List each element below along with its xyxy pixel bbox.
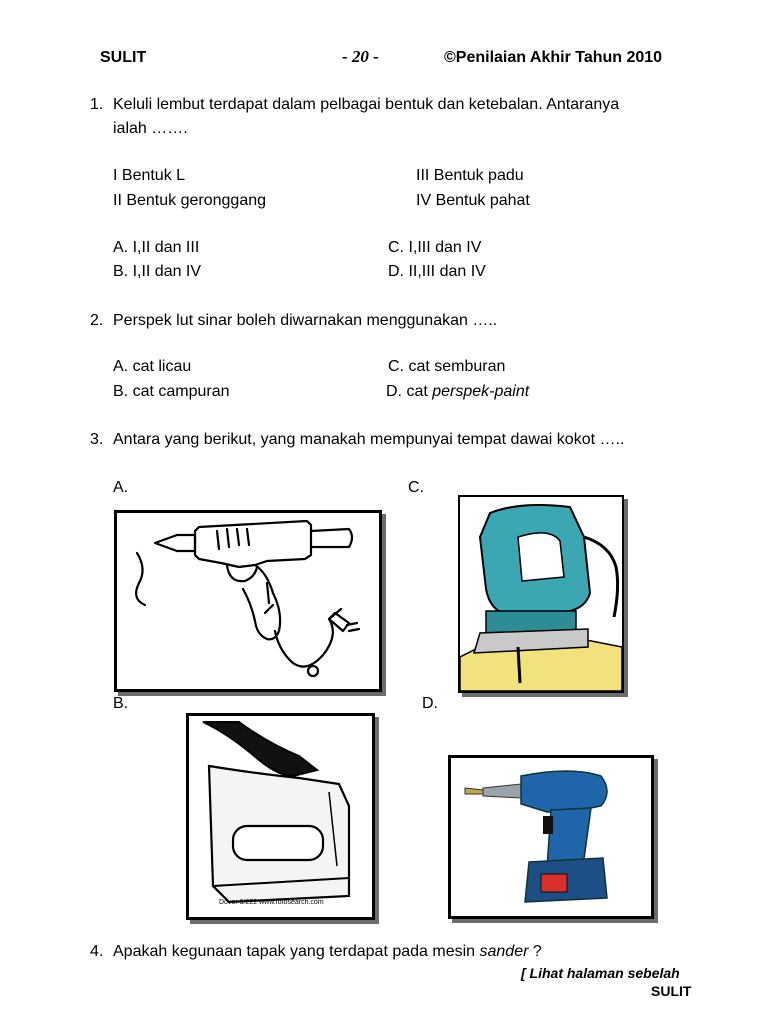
option-d-italic: perspek-paint <box>432 383 530 400</box>
option-d[interactable]: D. II,III dan IV <box>388 263 486 280</box>
staple-gun-icon <box>189 716 372 917</box>
option-d-label[interactable]: D. <box>422 695 438 712</box>
option-d-image[interactable] <box>448 755 654 919</box>
item-iv: IV Bentuk pahat <box>416 192 530 209</box>
question-text: Keluli lembut terdapat dalam pelbagai bentuk dan ketebalan. Antaranya <box>113 96 620 113</box>
option-a-image[interactable] <box>114 510 382 692</box>
option-c-label[interactable]: C. <box>408 479 424 496</box>
item-i: I Bentuk L <box>113 167 186 184</box>
question-text: Perspek lut sinar boleh diwarnakan menggunakan ….. <box>113 312 498 329</box>
option-a-label[interactable]: A. <box>113 479 129 496</box>
item-iii: III Bentuk padu <box>416 167 524 184</box>
question-text: ialah ……. <box>113 120 188 137</box>
question-number: 2. <box>90 312 104 329</box>
option-a[interactable]: A. cat licau <box>113 358 192 375</box>
header-copyright: ©Penilaian Akhir Tahun 2010 <box>444 49 663 66</box>
option-b[interactable]: B. I,II dan IV <box>113 263 202 280</box>
option-d-prefix: D. cat <box>386 383 433 400</box>
option-a[interactable]: A. I,II dan III <box>113 239 200 256</box>
question-text-prefix: Apakah kegunaan tapak yang terdapat pada mesin <box>113 943 480 960</box>
option-c[interactable]: C. I,III dan IV <box>388 239 482 256</box>
option-c[interactable]: C. cat semburan <box>388 358 506 375</box>
question-number: 4. <box>90 943 104 960</box>
option-d[interactable] <box>386 382 529 402</box>
question-text-suffix: ? <box>528 943 542 960</box>
question-text: Antara yang berikut, yang manakah mempunyai tempat dawai kokot ….. <box>113 431 625 448</box>
option-b[interactable]: B. cat campuran <box>113 383 230 400</box>
item-ii: II Bentuk geronggang <box>113 192 267 209</box>
header-sulit: SULIT <box>100 49 147 66</box>
option-c-image[interactable] <box>458 495 624 693</box>
jigsaw-icon <box>460 497 622 691</box>
stapler-watermark: Dover 9/222 www.fotosearch.com <box>219 899 324 906</box>
footer-next-page: [ Lihat halaman sebelah <box>521 965 680 981</box>
question-text <box>113 942 542 962</box>
page-number: - 20 - <box>342 47 379 66</box>
question-text-italic: sander <box>479 943 529 960</box>
footer-sulit: SULIT <box>651 983 692 999</box>
glue-gun-icon <box>117 513 379 689</box>
question-number: 1. <box>90 96 104 113</box>
option-b-image[interactable] <box>186 713 375 920</box>
drill-icon <box>451 758 651 916</box>
question-number: 3. <box>90 431 104 448</box>
option-b-label[interactable]: B. <box>113 695 129 712</box>
